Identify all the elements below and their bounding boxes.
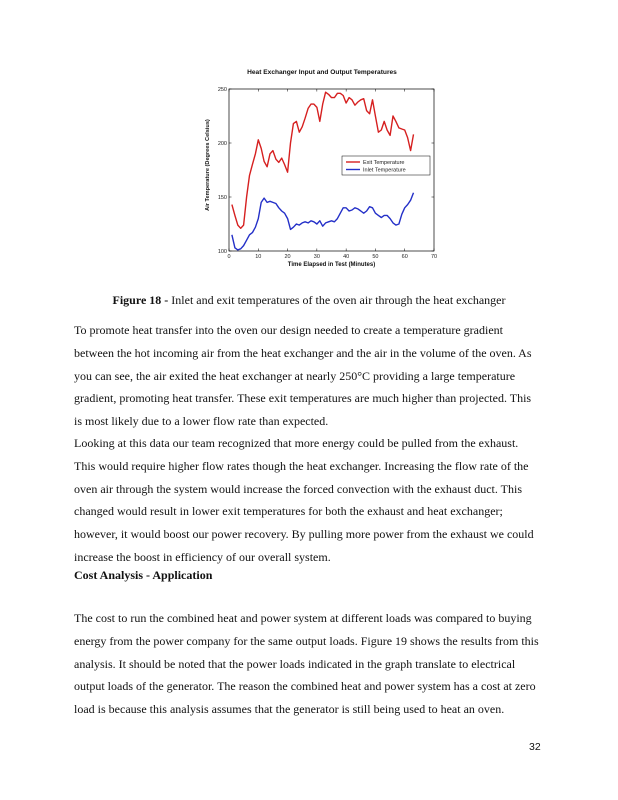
legend-label: Inlet Temperature — [363, 167, 406, 174]
x-tick-label: 60 — [401, 254, 408, 260]
text-line: load is because this analysis assumes that the generator is still being used to heat an oven. — [74, 702, 505, 717]
chart-figure — [199, 66, 445, 280]
legend-label: Exit Temperature — [363, 160, 405, 166]
y-tick-label: 150 — [217, 195, 227, 201]
x-tick-label: 20 — [284, 254, 291, 260]
x-tick-label: 40 — [343, 254, 350, 260]
paragraph-cost-analysis — [74, 607, 552, 721]
x-tick-label: 50 — [372, 254, 379, 260]
chart-y-axis-label: Air Temperature (Degrees Celsius) — [205, 119, 211, 211]
section-heading: Cost Analysis - Application — [74, 568, 213, 582]
x-tick-label: 10 — [255, 254, 262, 260]
chart-title: Heat Exchanger Input and Output Temperatures — [247, 69, 397, 76]
x-tick-label: 30 — [313, 254, 320, 260]
text-line: output loads of the generator. The reason the combined heat and power system has a cost at zero — [74, 679, 536, 694]
paragraph-energy-recovery — [74, 432, 552, 569]
text-line: Looking at this data our team recognized that more energy could be pulled from the exhaust. — [74, 436, 519, 450]
page-number: 32 — [529, 741, 541, 753]
y-tick-label: 250 — [217, 87, 227, 93]
text-line: energy from the power company for the same output loads. Figure 19 shows the results from this — [74, 633, 539, 648]
y-tick-label: 200 — [217, 141, 227, 147]
y-tick-label: 100 — [217, 249, 227, 255]
text-line: between the hot incoming air from the heat exchanger and the air in the volume of the oven. As — [74, 345, 532, 360]
text-line: To promote heat transfer into the oven our design needed to create a temperature gradient — [74, 323, 503, 337]
figure-caption-label: Figure 18 - — [112, 293, 172, 307]
text-line: oven air through the system would increase the forced convection with the exhaust duct. This — [74, 481, 522, 496]
text-line: you can see, the air exited the heat exchanger at nearly 250°C providing a large temperature — [74, 368, 516, 383]
text-line: however, it would boost our power recovery. By pulling more power from the exhaust we could — [74, 527, 534, 542]
text-line: analysis. It should be noted that the power loads indicated in the graph translate to electrical — [74, 656, 516, 671]
paragraph-heat-transfer — [74, 319, 552, 433]
text-line: The cost to run the combined heat and power system at different loads was compared to buying — [74, 611, 532, 625]
x-tick-label: 0 — [227, 254, 231, 260]
figure-caption-text: Inlet and exit temperatures of the oven air through the heat exchanger — [171, 293, 506, 307]
x-tick-label: 70 — [430, 254, 438, 260]
text-line: This would require higher flow rates though the heat exchanger. Increasing the flow rate of the — [74, 458, 529, 473]
text-line: changed would result in lower exit temperatures for both the exhaust and heat exchanger; — [74, 504, 503, 519]
text-line: increase the boost in efficiency of our overall system. — [74, 549, 331, 564]
text-line: is most likely due to a lower flow rate than expected. — [74, 414, 329, 429]
line-chart — [199, 66, 445, 280]
figure-caption — [0, 293, 618, 308]
text-line: gradient, promoting heat transfer. These exit temperatures are much higher than projected. This — [74, 391, 532, 406]
chart-x-axis-label: Time Elapsed in Test (Minutes) — [287, 262, 376, 268]
